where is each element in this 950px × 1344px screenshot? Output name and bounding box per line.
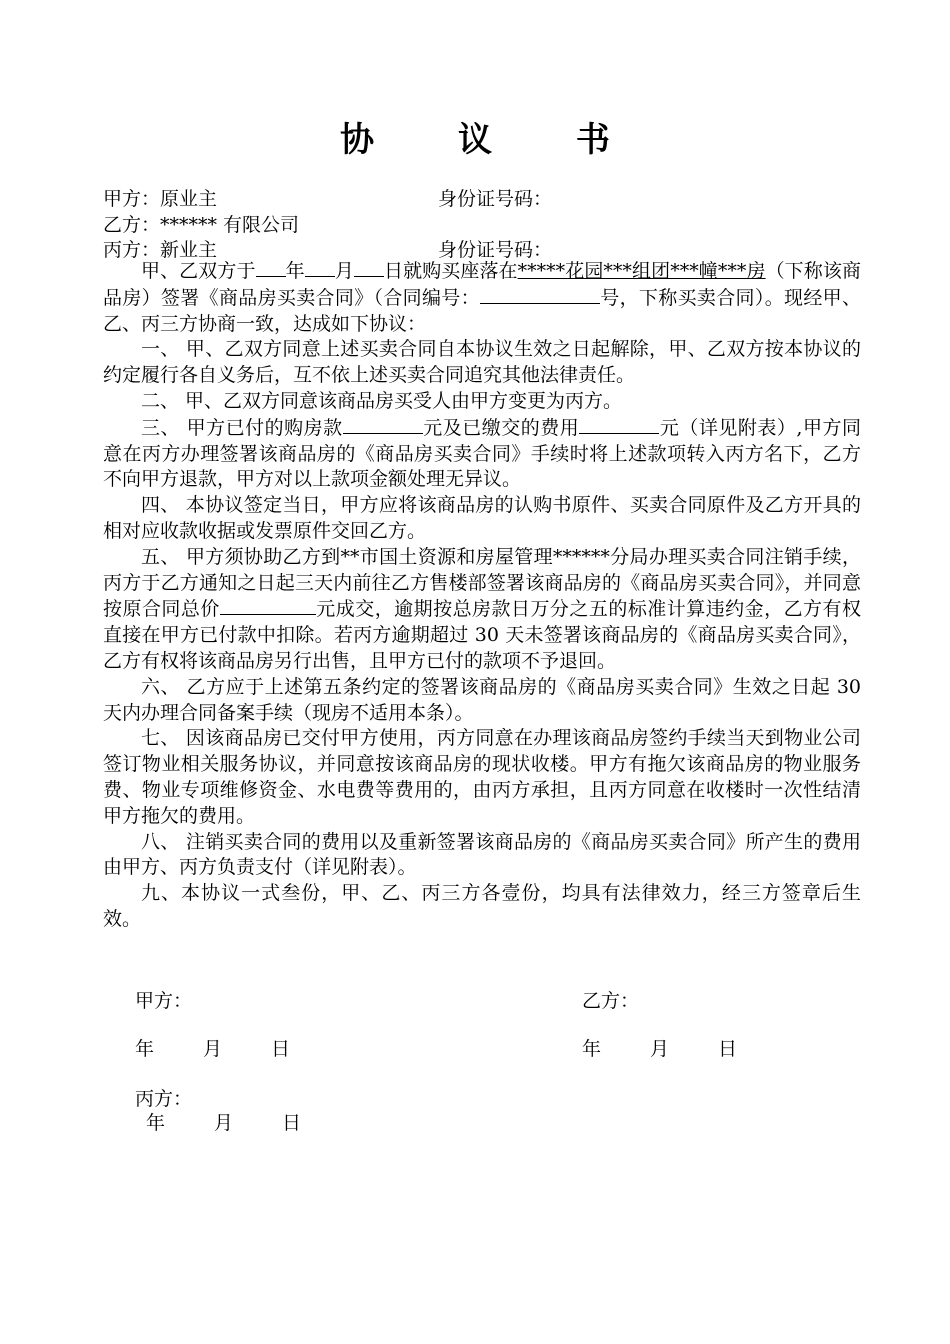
party-b-date — [582, 1034, 737, 1061]
party-a-signature-label: 甲方： — [135, 990, 193, 1012]
party-a-date-day: 日 — [271, 1038, 291, 1060]
party-c-date — [146, 1108, 301, 1135]
year-blank — [256, 258, 286, 277]
party-b-label: 乙方：****** 有限公司 — [103, 214, 300, 236]
party-b-date-month: 月 — [650, 1038, 670, 1060]
agreement-body — [103, 258, 861, 933]
intro-month: 月 — [334, 260, 354, 282]
party-b-date-year: 年 — [582, 1038, 602, 1060]
payment-blank — [343, 415, 423, 434]
party-a-date — [135, 1034, 290, 1061]
clause-5-text-a: 五、 甲方须协助乙方到**市国土资源和房屋管理******分局办理买卖合同注销手续，丙方于乙方通知之日起三天内前往乙方售楼部签署该商品房的《商品房买卖合同》，并同意按原合同总价 — [103, 545, 861, 621]
party-a-date-month: 月 — [203, 1038, 223, 1060]
party-a-id-label: 身份证号码： — [438, 188, 553, 210]
party-c-date-day: 日 — [282, 1112, 302, 1134]
party-a-label: 甲方：原业主 — [103, 188, 218, 210]
intro-text-3: （下称该商品房）签署《商品房买卖合同》（合同编号： — [103, 260, 861, 309]
party-a-date-year: 年 — [135, 1038, 155, 1060]
day-blank — [354, 258, 384, 277]
party-b-signature-label: 乙方： — [582, 990, 640, 1012]
clause-2: 二、 甲、乙双方同意该商品房买受人由甲方变更为丙方。 — [141, 389, 623, 412]
clause-4: 四、 本协议签定当日，甲方应将该商品房的认购书原件、买卖合同原件及乙方开具的相对应收款收据或发票原件交回乙方。 — [103, 494, 861, 542]
contract-number-blank — [480, 285, 600, 304]
month-blank — [305, 258, 335, 277]
party-b-date-day: 日 — [718, 1038, 738, 1060]
intro-paragraph — [103, 258, 861, 337]
party-c-date-month: 月 — [214, 1112, 234, 1134]
party-c-id-label: 身份证号码： — [438, 239, 553, 261]
party-c-label: 丙方：新业主 — [103, 239, 218, 261]
clause-6: 六、 乙方应于上述第五条约定的签署该商品房的《商品房买卖合同》生效之日起 30 天内办理合同备案手续（现房不适用本条）。 — [103, 675, 861, 724]
clause-5-text-b: 元成交，逾期按总房款日万分之五的标准计算违约金，乙方有权直接在甲方已付款中扣除。若丙方逾期超过 30 天未签署该商品房的《商品房买卖合同》，乙方有权将该商品房另行出售，且甲方已付的款项不予退回。 — [103, 598, 861, 672]
fee-blank — [579, 415, 659, 434]
clause-3-text-a: 三、 甲方已付的购房款 — [141, 416, 343, 439]
party-b-line — [103, 212, 299, 238]
intro-text-2: 日就购买座落在 — [383, 260, 518, 282]
total-price-blank — [220, 596, 316, 615]
clause-3-text-b: 元及已缴交的费用 — [422, 416, 580, 439]
party-c-date-year: 年 — [146, 1112, 166, 1134]
intro-text-1: 甲、乙双方于 — [141, 260, 256, 282]
clause-3 — [103, 415, 861, 493]
clause-3-text-c: 元（详见附表）,甲方同意在丙方办理签署该商品房的《商品房买卖合同》手续时将上述款项转入丙方名下，乙方不向甲方退款，甲方对以上款项金额处理无异议。 — [103, 416, 861, 491]
intro-text-4: 号，下称买卖合同）。现经甲、乙、丙三方协商一致，达成如下协议： — [103, 286, 861, 335]
clause-1: 一、 甲、乙双方同意上述买卖合同自本协议生效之日起解除，甲、乙双方按本协议的约定履行各自义务后，互不依上述买卖合同追究其他法律责任。 — [103, 338, 861, 387]
clause-7: 七、 因该商品房已交付甲方使用，丙方同意在办理该商品房签约手续当天到物业公司签订物业相关服务协议，并同意按该商品房的现状收楼。甲方有拖欠该商品房的物业服务费、物业专项维修资金、水电费等费用的，由丙方承担，且丙方同意在收楼时一次性结清甲方拖欠的费用。 — [103, 727, 861, 827]
clause-8: 八、 注销买卖合同的费用以及重新签署该商品房的《商品房买卖合同》所产生的费用由甲方、丙方负责支付（详见附表）。 — [103, 830, 861, 879]
party-a-line — [103, 186, 553, 212]
clause-9: 九、本协议一式叁份，甲、乙、丙三方各壹份，均具有法律效力，经三方签章后生效。 — [103, 882, 861, 930]
intro-year: 年 — [285, 260, 305, 282]
party-c-signature-label: 丙方： — [135, 1088, 193, 1110]
clause-5 — [103, 545, 861, 675]
page-title: 协 议 书 — [340, 120, 646, 160]
property-address: *****花园***组团***幢***房 — [517, 260, 766, 282]
